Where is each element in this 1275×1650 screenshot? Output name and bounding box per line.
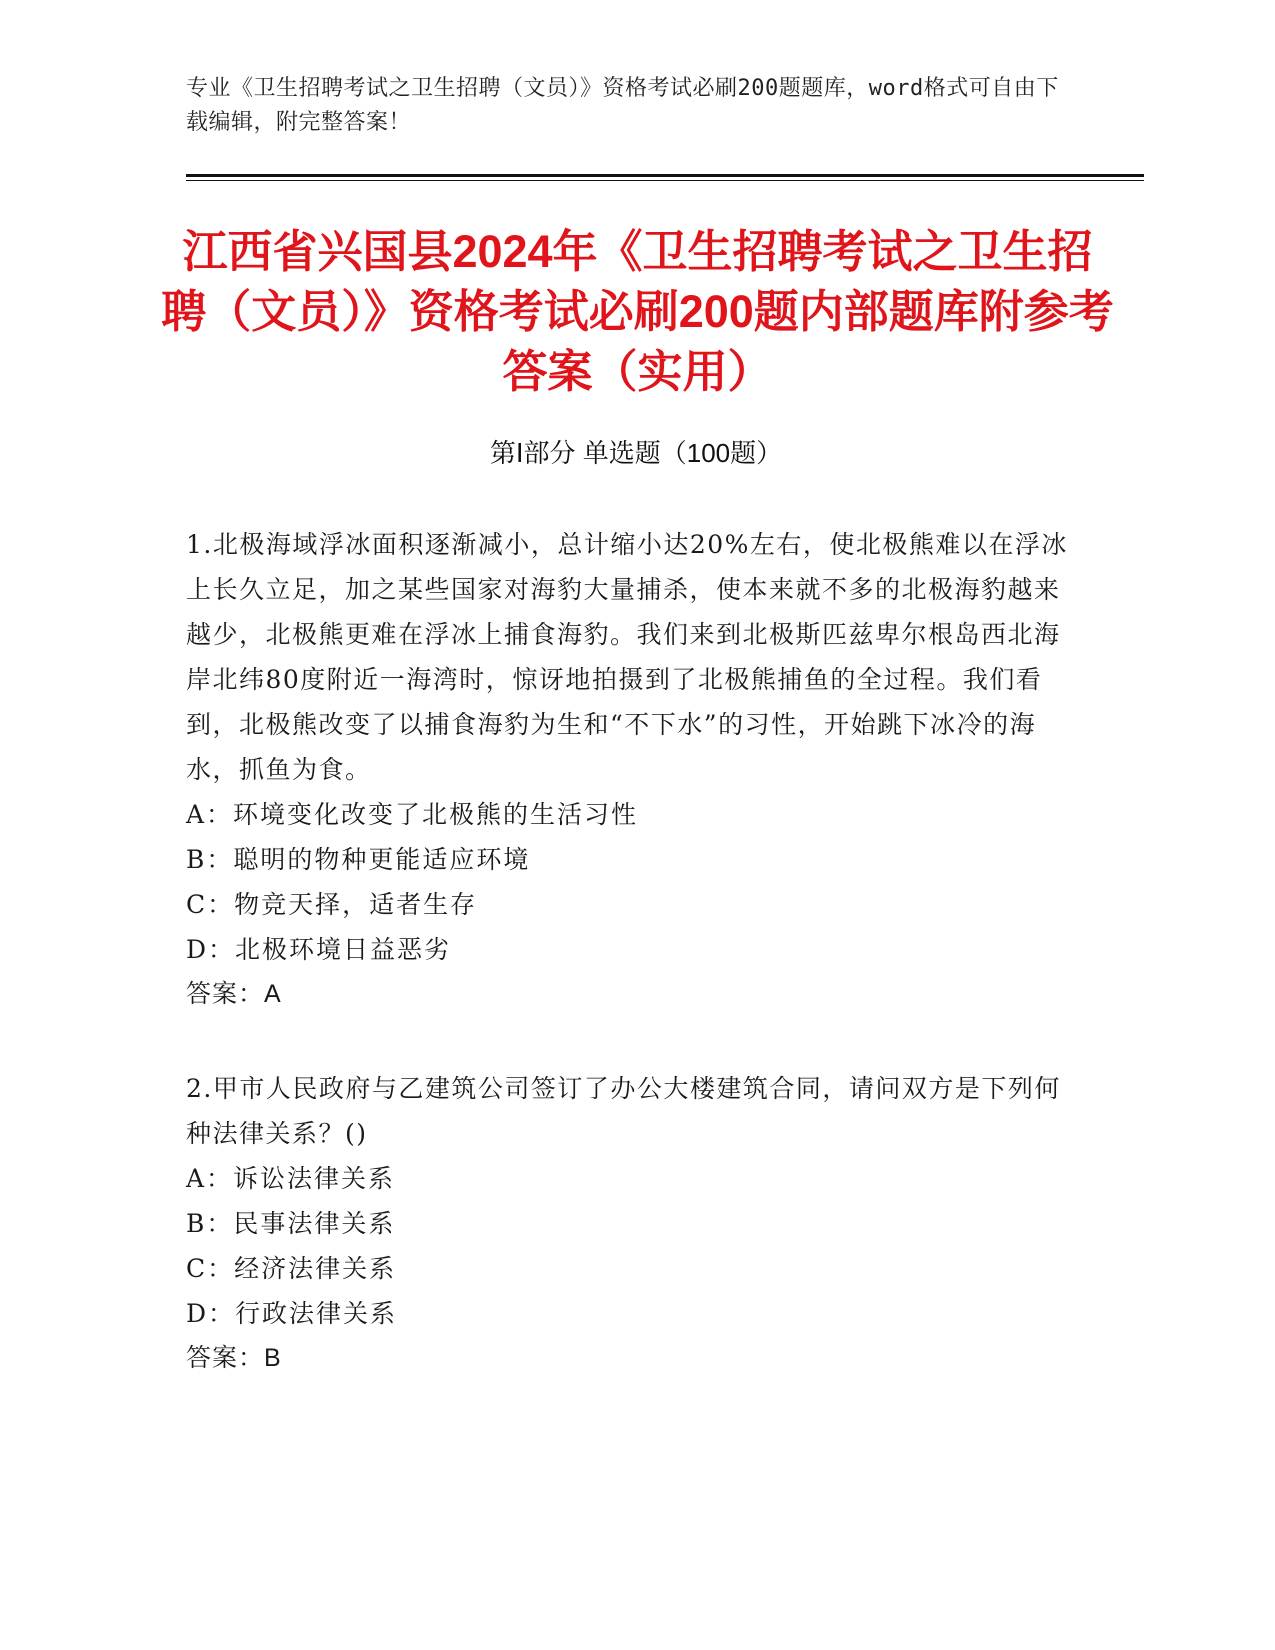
header-divider-thick-line xyxy=(186,174,1144,177)
header-divider-thin-line xyxy=(186,180,1144,181)
question-stem: 2.甲市人民政府与乙建筑公司签订了办公大楼建筑合同，请问双方是下列何种法律关系？() xyxy=(186,1074,1061,1148)
question-2 xyxy=(186,1066,1081,1381)
answer-line: 答案：A xyxy=(186,980,282,1008)
question-1 xyxy=(186,522,1081,1017)
option-d: D：北极环境日益恶劣 xyxy=(186,935,452,964)
option-a: A：环境变化改变了北极熊的生活习性 xyxy=(186,800,639,829)
option-c: C：经济法律关系 xyxy=(186,1254,397,1283)
option-c: C：物竞天择，适者生存 xyxy=(186,890,478,919)
option-b: B：聪明的物种更能适应环境 xyxy=(186,845,531,874)
header-divider xyxy=(186,174,1144,182)
header-note: 专业《卫生招聘考试之卫生招聘（文员）》资格考试必刷200题题库，word格式可自由下载编辑，附完整答案！ xyxy=(186,76,1059,135)
option-a: A：诉讼法律关系 xyxy=(186,1164,396,1193)
question-stem: 1.北极海域浮冰面积逐渐减小，总计缩小达20%左右，使北极熊难以在浮冰上长久立足，加之某些国家对海豹大量捕杀，使本来就不多的北极海豹越来越少，北极熊更难在浮冰上捕食海豹。我们来到北极斯匹兹卑尔根岛西北海岸北纬80度附近一海湾时，惊讶地拍摄到了北极熊捕鱼的全过程。我们看到，北极熊改变了以捕食海豹为生和“不下水”的习性，开始跳下冰冷的海水，抓鱼为食。 xyxy=(186,530,1068,784)
answer-line: 答案：B xyxy=(186,1344,282,1372)
section-heading: 第Ⅰ部分 单选题（100题） xyxy=(489,438,783,468)
document-title: 江西省兴国县2024年《卫生招聘考试之卫生招聘（文员）》资格考试必刷200题内部题库附参考答案（实用） xyxy=(161,226,1114,397)
option-b: B：民事法律关系 xyxy=(186,1209,396,1238)
option-d: D：行政法律关系 xyxy=(186,1299,398,1328)
